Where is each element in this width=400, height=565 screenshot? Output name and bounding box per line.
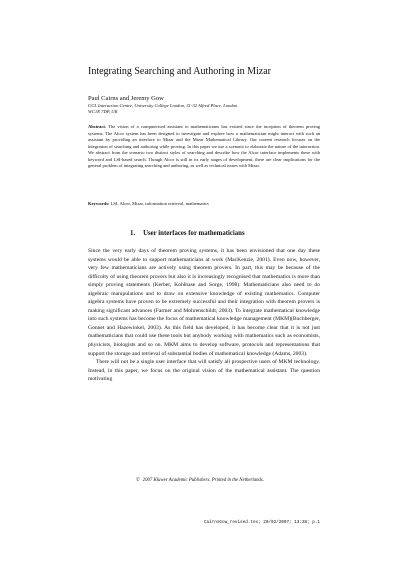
keywords-text: LSI, Alcor, Mizar, information retrieval, mathematics (110, 201, 209, 206)
keywords-label: Keywords: (88, 201, 110, 206)
paragraph: Since the very early days of theorem proving systems, it has been envisioned that one day these systems would be able to support mathematicians at work (MacKenzie, 2001). Even now, however, very few mathematicians are actively using theorem provers. In part, this may be because of the difficulty of using theorem provers but also it is increasingly recognised that mathematics is more than simply proving statements (Kerber, Kohlhase and Sorge, 1998). Mathematicians also need to do algebraic manipulations and to draw on extensive knowledge of existing mathematics. Computer algebra systems have proven to be extremely successful and their integration with theorem provers is making significant advances (Farmer and Mohrenschildt, 2003). To integrate mathematical knowledge into such systems has become the focus of mathematical knowledge management (MKM)(Buchberger, Gonnet and Hazewinkel, 2003). As this field has developed, it has become clear that it is not just mathematicians that could use these tools but anybody working with mathematics such as economists, physicists, biologists and so on. MKM aims to develop software, protocols and representations that support the storage and retrieval of substantial bodies of mathematical knowledge (Adams, 2003). (88, 248, 320, 357)
abstract-label: Abstract. (88, 124, 107, 129)
section-number: 1. (130, 230, 136, 237)
paper-authors: Paul Cairns and Jeremy Gow (88, 95, 164, 102)
body-text (88, 247, 320, 384)
abstract-text: The vision of a computerised assistant to mathematicians has existed since the inception of theorem proving systems. The Alcor system has been designed to investigate and explore how a mathematician might interact with such an assistant by providing an interface to Mizar and the Mizar Mathematical Library. Our current research focuses on the integration of searching and authoring while proving. In this paper we use a scenario to elaborate the nature of the interaction. We abstract from the scenario two distinct styles of searching and describe how the Alcor interface implements these with keyword and LSI-based search. Though Alcor is still in its early stages of development, there are clear implications for the general problem of integrating searching and authoring, as well as technical issues with Mizar. (88, 124, 320, 169)
paper-title: Integrating Searching and Authoring in Mizar (88, 66, 272, 77)
page-footer: CairnsGow_revised.tex; 20/02/2007; 13:38; p.1 (203, 520, 320, 525)
affiliation-line-2: WC1E 7DP, UK (88, 109, 118, 115)
copyright-symbol: © (136, 478, 140, 483)
paragraph: There will not be a single user interface that will satisfy all prospective users of MKM technology. Instead, in this paper, we focus on the original vision of the mathematical assistant. The question motivating (88, 359, 320, 383)
copyright-line (0, 478, 400, 484)
affiliation-line-1: UCL Interaction Centre, University College London, 31-32 Alfred Place, London (88, 103, 238, 108)
section-title: User interfaces for mathematicians (143, 230, 245, 237)
section-heading (130, 230, 310, 238)
copyright-text: 2007 Kluwer Academic Publishers. Printed in the Netherlands. (142, 478, 264, 483)
abstract (88, 124, 320, 170)
author-affiliation (88, 103, 328, 116)
keywords (88, 201, 320, 207)
